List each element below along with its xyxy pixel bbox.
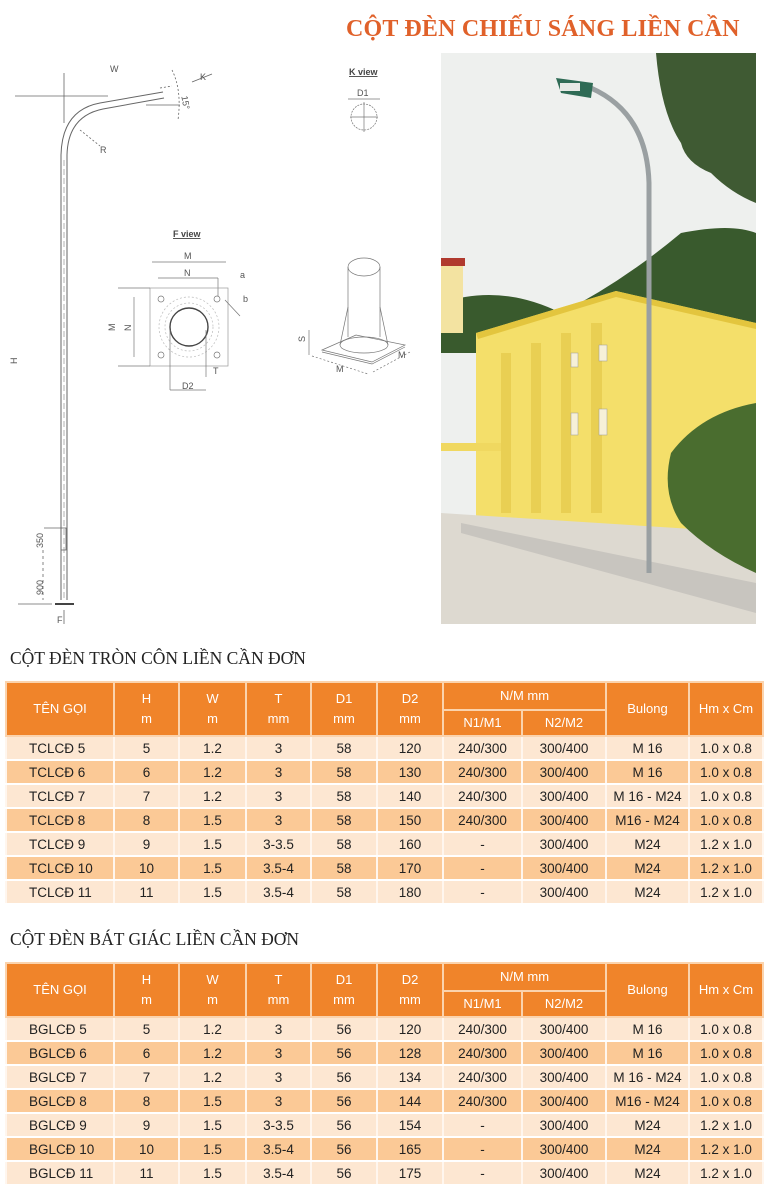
table-row: BGLCĐ 7 7 1.2 3 56 134 240/300 300/400 M 16 - M24 1.0 x 0.8 <box>6 1065 763 1089</box>
header-nm: N/M mm <box>443 963 606 991</box>
svg-text:N: N <box>123 324 133 331</box>
svg-text:350: 350 <box>35 532 45 548</box>
header-name: TÊN GỌI <box>6 963 114 1017</box>
table-row: TCLCĐ 8 8 1.5 3 58 150 240/300 300/400 M16 - M24 1.0 x 0.8 <box>6 808 763 832</box>
svg-text:b: b <box>243 294 249 304</box>
header-w: W m <box>179 963 246 1017</box>
header-name: TÊN GỌI <box>6 682 114 736</box>
table-row: TCLCĐ 5 5 1.2 3 58 120 240/300 300/400 M 16 1.0 x 0.8 <box>6 736 763 760</box>
svg-text:D1: D1 <box>357 88 369 98</box>
svg-text:M: M <box>107 323 117 331</box>
table-row: TCLCĐ 9 9 1.5 3-3.5 58 160 - 300/400 M24 1.2 x 1.0 <box>6 832 763 856</box>
svg-text:a: a <box>240 270 246 280</box>
header-hmcm: Hm x Cm <box>689 963 763 1017</box>
table-row: BGLCĐ 6 6 1.2 3 56 128 240/300 300/400 M 16 1.0 x 0.8 <box>6 1041 763 1065</box>
header-n1m1: N1/M1 <box>443 710 522 736</box>
table-row: BGLCĐ 5 5 1.2 3 56 120 240/300 300/400 M 16 1.0 x 0.8 <box>6 1017 763 1041</box>
header-hmcm: Hm x Cm <box>689 682 763 736</box>
table-row: BGLCĐ 9 9 1.5 3-3.5 56 154 - 300/400 M24 1.2 x 1.0 <box>6 1113 763 1137</box>
header-d2: D2 mm <box>377 682 443 736</box>
header-d2: D2 mm <box>377 963 443 1017</box>
svg-text:N: N <box>184 268 191 278</box>
table-row: TCLCĐ 10 10 1.5 3.5-4 58 170 - 300/400 M24 1.2 x 1.0 <box>6 856 763 880</box>
table-row: BGLCĐ 10 10 1.5 3.5-4 56 165 - 300/400 M24 1.2 x 1.0 <box>6 1137 763 1161</box>
svg-text:F view: F view <box>173 229 201 239</box>
header-t: T mm <box>246 963 311 1017</box>
svg-text:M: M <box>184 251 192 261</box>
header-h: H m <box>114 682 179 736</box>
svg-text:M: M <box>398 350 406 360</box>
header-nm: N/M mm <box>443 682 606 710</box>
technical-drawing <box>0 50 440 630</box>
header-w: W m <box>179 682 246 736</box>
header-d1: D1 mm <box>311 682 377 736</box>
header-t: T mm <box>246 682 311 736</box>
svg-text:T: T <box>213 366 219 376</box>
svg-text:900: 900 <box>35 579 45 595</box>
table-1-title: CỘT ĐÈN TRÒN CÔN LIỀN CẦN ĐƠN <box>10 648 306 668</box>
svg-text:15°: 15° <box>179 95 192 111</box>
table-2-title: CỘT ĐÈN BÁT GIÁC LIỀN CẦN ĐƠN <box>10 929 300 949</box>
svg-text:M: M <box>336 364 344 374</box>
pole-schematic <box>0 50 440 630</box>
header-n2m2: N2/M2 <box>522 710 606 736</box>
header-d1: D1 mm <box>311 963 377 1017</box>
svg-text:S: S <box>297 335 307 342</box>
svg-text:D2: D2 <box>182 381 194 391</box>
page-title: CỘT ĐÈN CHIẾU SÁNG LIỀN CẦN <box>346 16 740 42</box>
header-h: H m <box>114 963 179 1017</box>
street-light-photo <box>441 53 756 624</box>
header-n2m2: N2/M2 <box>522 991 606 1017</box>
spec-table-octagonal <box>5 962 764 1186</box>
header-n1m1: N1/M1 <box>443 991 522 1017</box>
svg-text:R: R <box>100 145 107 155</box>
svg-text:H: H <box>9 357 19 364</box>
svg-text:F: F <box>57 615 63 625</box>
header-bulong: Bulong <box>606 963 689 1017</box>
spec-table-round <box>5 681 764 905</box>
svg-text:K view: K view <box>349 67 378 77</box>
table-row: TCLCĐ 6 6 1.2 3 58 130 240/300 300/400 M 16 1.0 x 0.8 <box>6 760 763 784</box>
label-w: W <box>110 64 119 74</box>
table-row: BGLCĐ 11 11 1.5 3.5-4 56 175 - 300/400 M24 1.2 x 1.0 <box>6 1161 763 1185</box>
table-row: TCLCĐ 7 7 1.2 3 58 140 240/300 300/400 M 16 - M24 1.0 x 0.8 <box>6 784 763 808</box>
header-bulong: Bulong <box>606 682 689 736</box>
table-row: TCLCĐ 11 11 1.5 3.5-4 58 180 - 300/400 M24 1.2 x 1.0 <box>6 880 763 904</box>
label-k: K <box>200 72 207 82</box>
table-row: BGLCĐ 8 8 1.5 3 56 144 240/300 300/400 M16 - M24 1.0 x 0.8 <box>6 1089 763 1113</box>
